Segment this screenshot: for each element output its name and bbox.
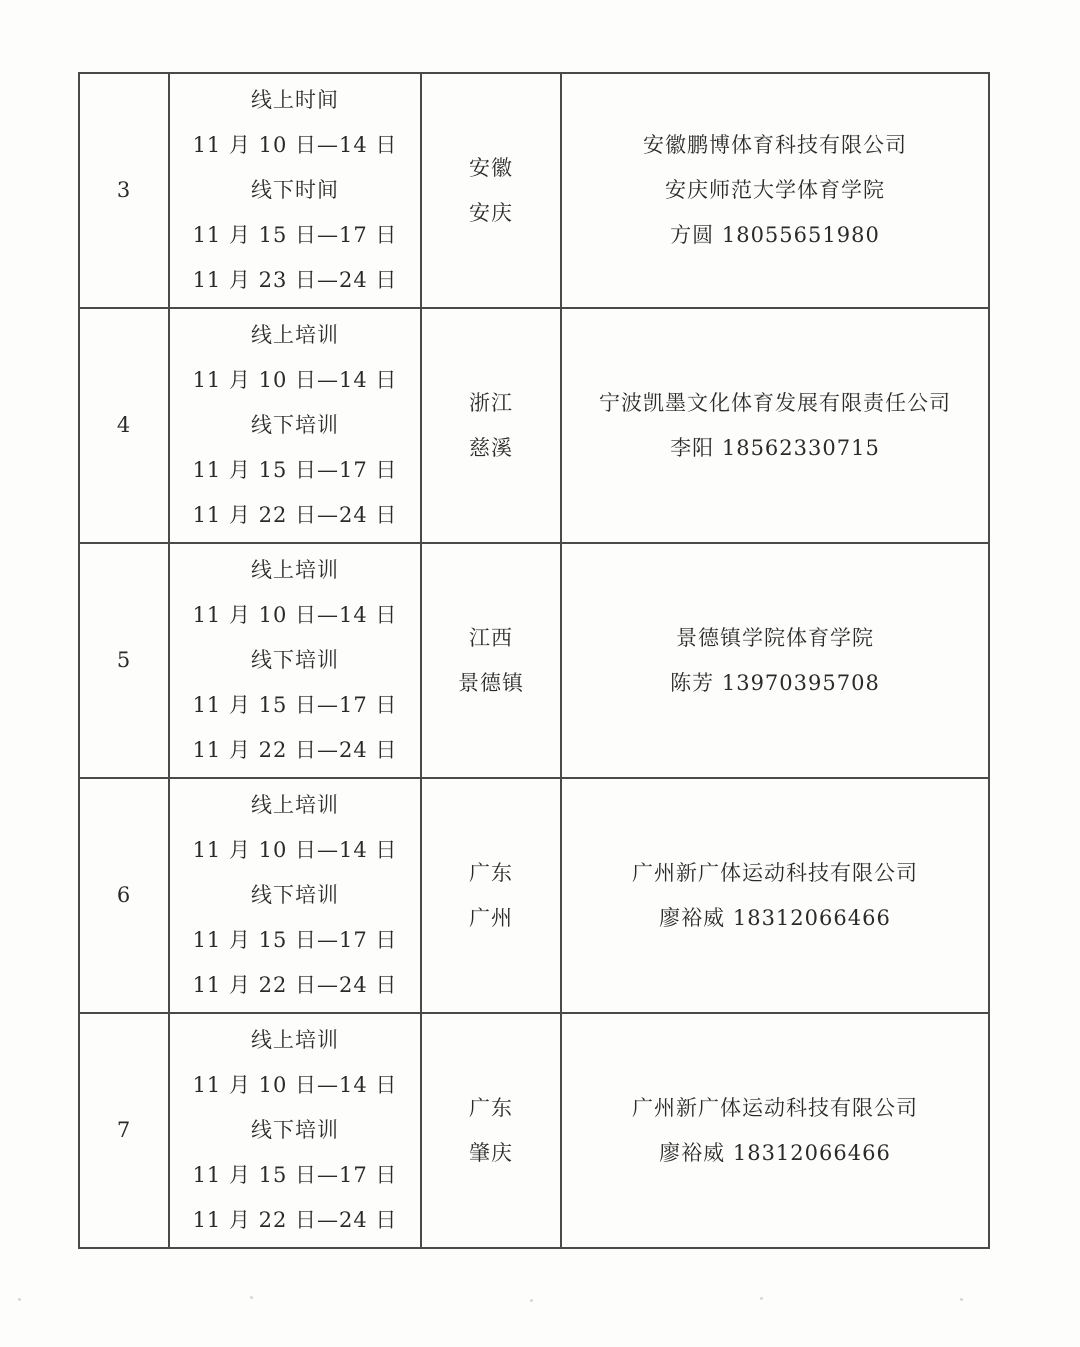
organizer-cell xyxy=(561,778,989,1013)
training-time-cell xyxy=(169,308,421,543)
time-line: 11 月 23 日—24 日 xyxy=(192,268,398,292)
location-cell xyxy=(421,543,561,778)
time-line: 11 月 15 日—17 日 xyxy=(192,928,398,952)
time-line: 线下时间 xyxy=(251,178,339,202)
organizer-cell xyxy=(561,1013,989,1248)
city: 肇庆 xyxy=(469,1140,513,1165)
table-row xyxy=(79,308,989,543)
location-cell xyxy=(421,778,561,1013)
location-cell xyxy=(421,1013,561,1248)
organizer-line: 景德镇学院体育学院 xyxy=(676,625,874,650)
organizer-line: 安庆师范大学体育学院 xyxy=(665,178,885,202)
city: 广州 xyxy=(469,905,513,930)
organizer-cell xyxy=(561,543,989,778)
city: 安庆 xyxy=(469,200,513,225)
province: 安徽 xyxy=(469,155,513,180)
time-line: 11 月 10 日—14 日 xyxy=(192,838,398,862)
organizer-cell xyxy=(561,73,989,308)
time-line: 11 月 22 日—24 日 xyxy=(192,973,398,997)
training-schedule-table xyxy=(78,72,990,1249)
contact-line: 李阳 18562330715 xyxy=(670,435,880,460)
time-line: 线下培训 xyxy=(251,648,339,672)
row-number: 4 xyxy=(79,308,169,543)
training-time-cell xyxy=(169,73,421,308)
time-line: 11 月 10 日—14 日 xyxy=(192,1073,398,1097)
time-line: 线下培训 xyxy=(251,883,339,907)
organizer-line: 宁波凯墨文化体育发展有限责任公司 xyxy=(599,390,951,415)
time-line: 线上培训 xyxy=(251,323,339,347)
contact-line: 廖裕威 18312066466 xyxy=(659,1140,891,1165)
city: 景德镇 xyxy=(458,670,524,695)
time-line: 11 月 22 日—24 日 xyxy=(192,1208,398,1232)
time-line: 11 月 15 日—17 日 xyxy=(192,693,398,717)
organizer-cell xyxy=(561,308,989,543)
province: 江西 xyxy=(469,625,513,650)
location-cell xyxy=(421,308,561,543)
row-number: 5 xyxy=(79,543,169,778)
training-time-cell xyxy=(169,778,421,1013)
scan-speck xyxy=(250,1296,253,1299)
scan-speck xyxy=(18,1298,21,1301)
row-number: 7 xyxy=(79,1013,169,1248)
row-number: 6 xyxy=(79,778,169,1013)
table-row xyxy=(79,543,989,778)
training-time-cell xyxy=(169,543,421,778)
time-line: 11 月 15 日—17 日 xyxy=(192,223,398,247)
table-row xyxy=(79,778,989,1013)
time-line: 11 月 22 日—24 日 xyxy=(192,503,398,527)
time-line: 11 月 22 日—24 日 xyxy=(192,738,398,762)
time-line: 11 月 10 日—14 日 xyxy=(192,133,398,157)
time-line: 线下培训 xyxy=(251,413,339,437)
time-line: 11 月 10 日—14 日 xyxy=(192,603,398,627)
contact-line: 廖裕威 18312066466 xyxy=(659,905,891,930)
training-time-cell xyxy=(169,1013,421,1248)
table-row xyxy=(79,1013,989,1248)
row-number: 3 xyxy=(79,73,169,308)
city: 慈溪 xyxy=(469,435,513,460)
organizer-line: 安徽鹏博体育科技有限公司 xyxy=(643,133,907,157)
scan-speck xyxy=(960,1298,963,1301)
time-line: 11 月 15 日—17 日 xyxy=(192,458,398,482)
time-line: 线下培训 xyxy=(251,1118,339,1142)
province: 浙江 xyxy=(469,390,513,415)
table-row xyxy=(79,73,989,308)
province: 广东 xyxy=(469,1095,513,1120)
province: 广东 xyxy=(469,860,513,885)
time-line: 线上培训 xyxy=(251,558,339,582)
organizer-line: 广州新广体运动科技有限公司 xyxy=(632,860,918,885)
time-line: 11 月 15 日—17 日 xyxy=(192,1163,398,1187)
organizer-line: 广州新广体运动科技有限公司 xyxy=(632,1095,918,1120)
contact-line: 陈芳 13970395708 xyxy=(670,670,880,695)
scan-speck xyxy=(530,1299,533,1302)
time-line: 线上培训 xyxy=(251,793,339,817)
scan-speck xyxy=(760,1297,763,1300)
time-line: 线上时间 xyxy=(251,88,339,112)
contact-line: 方圆 18055651980 xyxy=(670,223,880,247)
location-cell xyxy=(421,73,561,308)
time-line: 线上培训 xyxy=(251,1028,339,1052)
time-line: 11 月 10 日—14 日 xyxy=(192,368,398,392)
